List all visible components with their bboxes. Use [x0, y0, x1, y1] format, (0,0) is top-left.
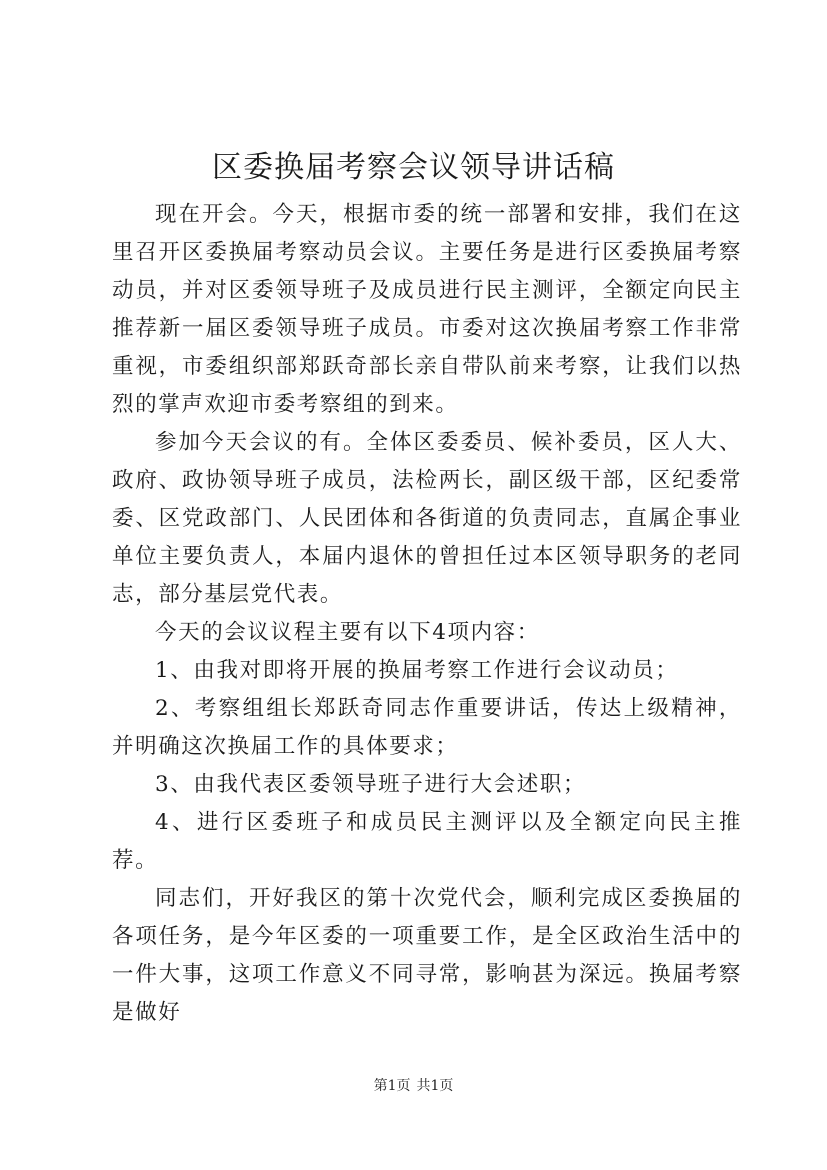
- paragraph-opening: 现在开会。今天，根据市委的统一部署和安排，我们在这里召开区委换届考察动员会议。主要任务是进行区委换届考察动员，并对区委领导班子及成员进行民主测评，全额定向民主推荐新一届区委领导班子成员。市委对这次换届考察工作非常重视，市委组织部郑跃奇部长亲自带队前来考察，让我们以热烈的掌声欢迎市委考察组的到来。: [112, 202, 742, 417]
- page-number: 第1页: [373, 1078, 411, 1094]
- agenda-item-4: 4、进行区委班子和成员民主测评以及全额定向民主推荐。: [112, 810, 742, 873]
- page-footer: [0, 1076, 827, 1096]
- agenda-item-2: 2、考察组组长郑跃奇同志作重要讲话，传达上级精神，并明确这次换届工作的具体要求；: [112, 696, 742, 759]
- agenda-item-1: 1、由我对即将开展的换届考察工作进行会议动员；: [155, 658, 679, 683]
- page-total: 共1页: [416, 1078, 454, 1094]
- document-body: [112, 196, 742, 1032]
- paragraph-comrades: 同志们，开好我区的第十次党代会，顺利完成区委换届的各项任务，是今年区委的一项重要工作，是全区政治生活中的一件大事，这项工作意义不同寻常，影响甚为深远。换届考察是做好: [112, 886, 742, 1025]
- paragraph-agenda-intro: 今天的会议议程主要有以下4项内容：: [155, 620, 540, 645]
- agenda-item-3: 3、由我代表区委领导班子进行大会述职；: [155, 772, 587, 797]
- document-title: 区委换届考察会议领导讲话稿: [212, 150, 615, 185]
- paragraph-attendees: 参加今天会议的有。全体区委委员、候补委员，区人大、政府、政协领导班子成员，法检两长，副区级干部，区纪委常委、区党政部门、人民团体和各街道的负责同志，直属企事业单位主要负责人，本届内退休的曾担任过本区领导职务的老同志，部分基层党代表。: [112, 430, 742, 607]
